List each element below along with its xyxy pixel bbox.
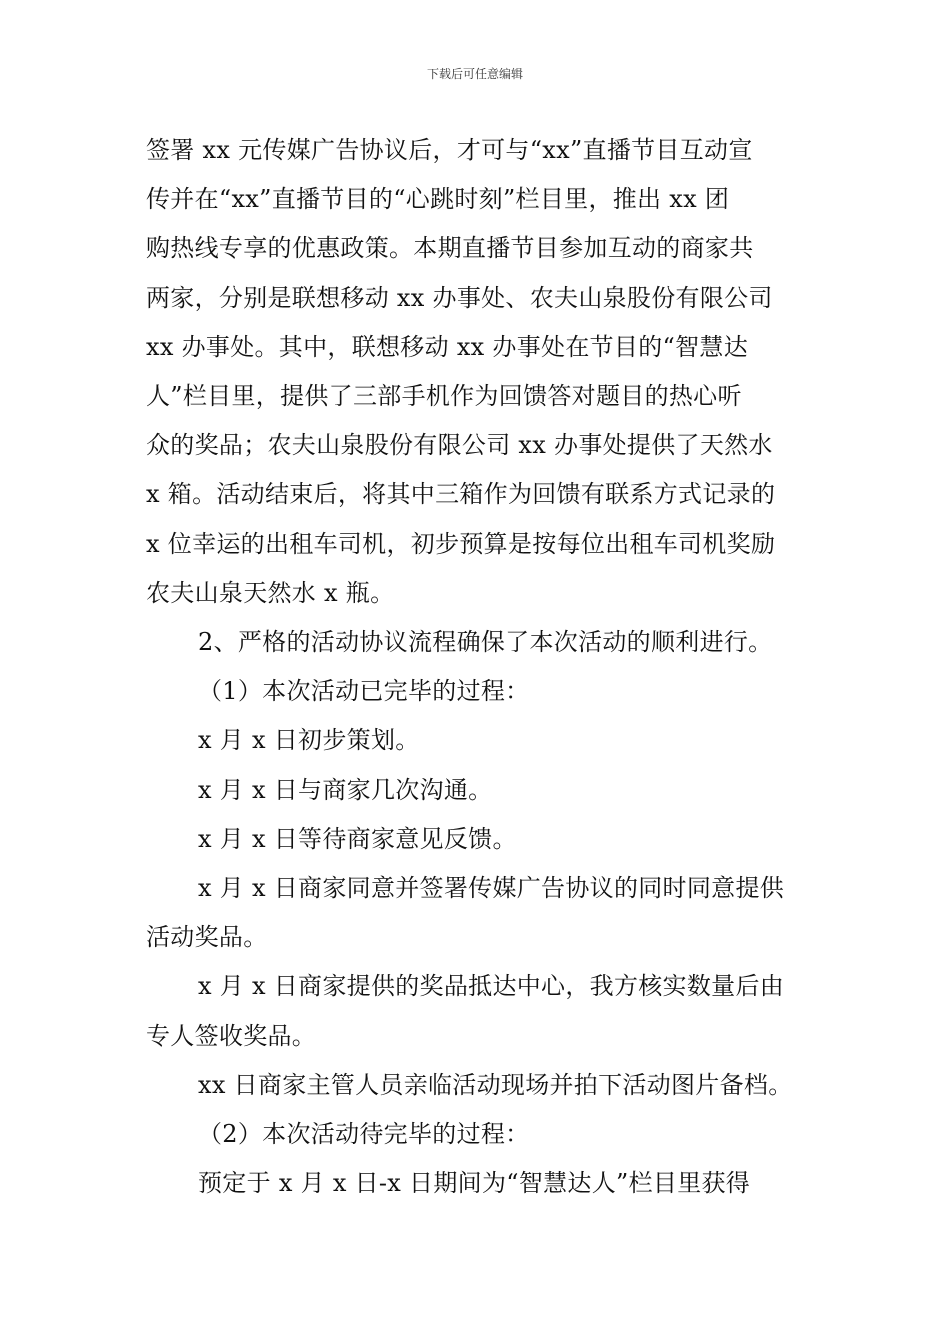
text-line: （1）本次活动已完毕的过程： bbox=[198, 677, 530, 706]
text-line: 两家，分别是联想移动 xx 办事处、农夫山泉股份有限公司 bbox=[146, 283, 773, 312]
text-line: 传并在“xx”直播节目的“心跳时刻”栏目里，推出 xx 团 bbox=[146, 185, 730, 214]
text-line: x 位幸运的出租车司机，初步预算是按每位出租车司机奖励 bbox=[146, 529, 776, 558]
text-line: 人”栏目里，提供了三部手机作为回馈答对题目的热心听 bbox=[146, 382, 742, 411]
text-line: 专人签收奖品。 bbox=[146, 1021, 317, 1050]
text-line: x 月 x 日商家提供的奖品抵达中心，我方核实数量后由 bbox=[198, 972, 785, 1001]
text-line: xx 办事处。其中，联想移动 xx 办事处在节目的“智慧达 bbox=[146, 332, 748, 361]
text-line: 农夫山泉天然水 x 瓶。 bbox=[146, 578, 395, 607]
text-line: x 月 x 日初步策划。 bbox=[198, 726, 420, 755]
text-line: 签署 xx 元传媒广告协议后，才可与“xx”直播节目互动宣 bbox=[146, 136, 753, 164]
page-header: 下载后可任意编辑 bbox=[426, 67, 523, 81]
text-line: xx 日商家主管人员亲临活动现场并拍下活动图片备档。 bbox=[198, 1070, 793, 1099]
text-line: x 月 x 日等待商家意见反馈。 bbox=[198, 824, 517, 853]
document-body bbox=[146, 126, 810, 1208]
text-line: x 箱。活动结束后，将其中三箱作为回馈有联系方式记录的 bbox=[146, 480, 776, 509]
text-line: x 月 x 日商家同意并签署传媒广告协议的同时同意提供 bbox=[198, 874, 785, 903]
text-line: 众的奖品；农夫山泉股份有限公司 xx 办事处提供了天然水 bbox=[146, 431, 773, 460]
text-line: 预定于 x 月 x 日-x 日期间为“智慧达人”栏目里获得 bbox=[198, 1169, 751, 1198]
text-line: （2）本次活动待完毕的过程： bbox=[198, 1120, 530, 1149]
text-line: 购热线专享的优惠政策。本期直播节目参加互动的商家共 bbox=[146, 234, 754, 263]
text-line: x 月 x 日与商家几次沟通。 bbox=[198, 775, 493, 804]
text-line: 活动奖品。 bbox=[146, 923, 268, 952]
text-line: 2、严格的活动协议流程确保了本次活动的顺利进行。 bbox=[198, 628, 773, 657]
